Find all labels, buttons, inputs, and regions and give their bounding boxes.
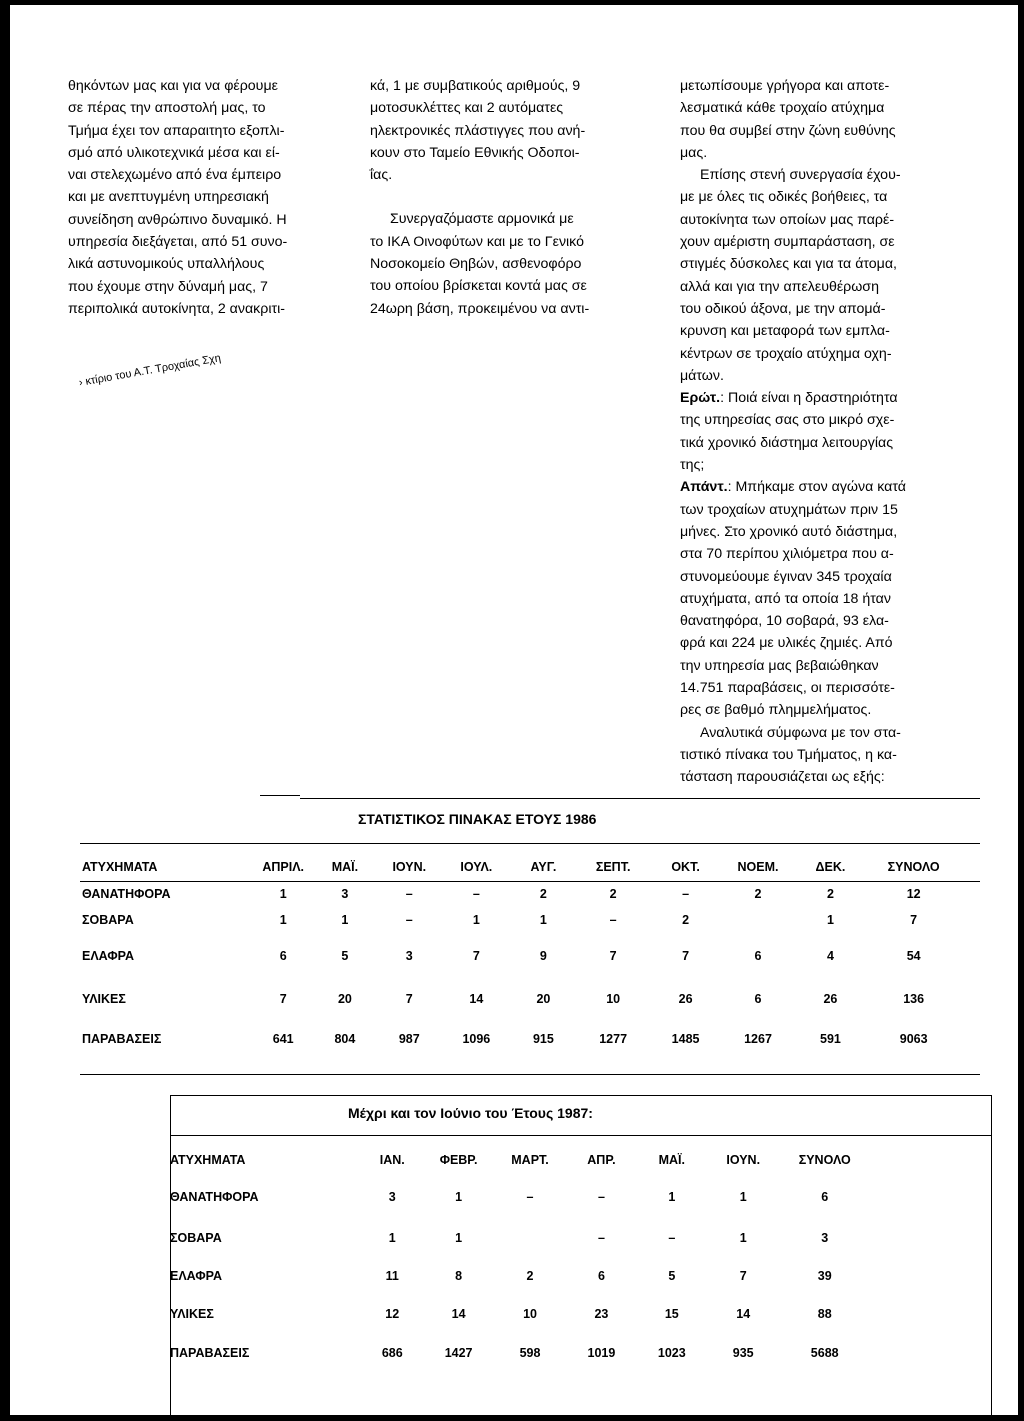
table1-header-cell: ΟΚΤ. xyxy=(671,860,700,874)
data-cell: 12 xyxy=(906,887,921,901)
table1-header-cell: ΙΟΥΝ. xyxy=(392,860,427,874)
data-cell: 2 xyxy=(826,887,834,901)
answer-line: φρά και 224 με υλικές ζημιές. Από xyxy=(680,635,893,652)
data-cell: 3 xyxy=(405,949,413,963)
table1-header-cell: ΣΥΝΟΛΟ xyxy=(887,860,940,874)
text-line: περιπολικά αυτοκίνητα, 2 ανακριτι- xyxy=(68,300,285,317)
data-cell: 686 xyxy=(381,1346,403,1360)
text-line: τάσταση παρουσιάζεται ως εξής: xyxy=(680,769,885,786)
question-line: τικά χρονικό διάστημα λειτουργίας xyxy=(680,434,894,451)
answer-line: θανατηφόρα, 10 σοβαρά, 93 ελα- xyxy=(680,613,889,630)
data-cell: 5 xyxy=(668,1269,676,1283)
data-cell: 136 xyxy=(903,992,925,1006)
text-line: αλλά και για την απελευθέρωση xyxy=(680,278,879,295)
data-cell: 7 xyxy=(609,949,617,963)
data-cell: 26 xyxy=(823,992,838,1006)
data-cell: 10 xyxy=(606,992,621,1006)
data-cell: – xyxy=(405,913,413,927)
table2-header-row xyxy=(170,1145,870,1175)
data-cell: 987 xyxy=(398,1032,420,1046)
data-cell: 1 xyxy=(388,1231,396,1245)
answer-line: : Μπήκαμε στον αγώνα κατά xyxy=(727,479,906,496)
table1-header-row xyxy=(82,853,962,881)
row-label: ΥΛΙΚΕΣ xyxy=(170,1307,214,1321)
row-label: ΥΛΙΚΕΣ xyxy=(82,992,126,1006)
data-cell: – xyxy=(597,1190,605,1204)
data-cell: 1 xyxy=(668,1190,676,1204)
data-cell: 6 xyxy=(754,949,762,963)
table2-header-cell: ΙΟΥΝ. xyxy=(726,1153,761,1167)
answer-line: την υπηρεσία μας βεβαιώθηκαν xyxy=(680,657,879,674)
data-cell: 5688 xyxy=(810,1346,839,1360)
data-cell: – xyxy=(472,887,480,901)
data-cell: 10 xyxy=(523,1307,537,1321)
data-cell: 3 xyxy=(388,1190,396,1204)
row-label: ΕΛΑΦΡΑ xyxy=(170,1269,223,1283)
data-cell: – xyxy=(609,913,617,927)
table2-header-cell: ΜΑΪ. xyxy=(658,1153,685,1167)
table1-header-cell: ΜΑΪ. xyxy=(331,860,359,874)
table1-rule xyxy=(80,843,980,844)
data-cell xyxy=(720,907,795,933)
table2-title: Μέχρι και τον Ιούνιο του Έτους 1987: xyxy=(348,1105,593,1121)
table1-rule xyxy=(80,1074,980,1075)
row-label: ΣΟΒΑΡΑ xyxy=(170,1231,222,1245)
text-line: υπηρεσία διεξάγεται, από 51 συνο- xyxy=(68,234,288,251)
answer-line: 14.751 παραβάσεις, οι περισσότε- xyxy=(680,680,895,697)
text-line: μάτων. xyxy=(680,367,724,384)
data-cell: 3 xyxy=(341,887,349,901)
text-line: λεσματικά κάθε τροχαίο ατύχημα xyxy=(680,100,885,117)
row-label: ΘΑΝΑΤΗΦΟΡΑ xyxy=(82,887,171,901)
text-line: που έχουμε στην δύναμή μας, 7 xyxy=(68,278,268,295)
data-cell: 6 xyxy=(597,1269,605,1283)
text-line: του οδικού άξονα, με την απομά- xyxy=(680,300,886,317)
table2-header-cell: ΑΤΥΧΗΜΑΤΑ xyxy=(170,1153,246,1167)
table-row xyxy=(170,1175,870,1219)
answer-label: Απάντ. xyxy=(680,479,728,496)
text-line: με με όλες τις οδικές βοήθειες, τα xyxy=(680,189,888,206)
data-cell: 2 xyxy=(526,1269,534,1283)
table1-header-cell: ΙΟΥΛ. xyxy=(460,860,493,874)
data-cell: 1 xyxy=(826,913,834,927)
data-cell: 39 xyxy=(817,1269,832,1283)
table1-grid xyxy=(82,853,962,1059)
data-cell: 2 xyxy=(754,887,762,901)
answer-line: στυνομεύουμε έγιναν 345 τροχαία xyxy=(680,568,892,585)
data-cell: – xyxy=(526,1190,534,1204)
answer-line: μήνες. Στο χρονικό αυτό διάστημα, xyxy=(680,523,898,540)
data-cell: 23 xyxy=(594,1307,609,1321)
data-cell: 4 xyxy=(826,949,834,963)
text-column-2 xyxy=(370,75,670,320)
question-line: : Ποιά είναι η δραστηριότητα xyxy=(720,390,898,407)
text-line: του οποίου βρίσκεται κοντά μας σε xyxy=(370,278,587,295)
text-line: λικά αστυνομικούς υπαλλήλους xyxy=(68,256,265,273)
data-cell: 1 xyxy=(739,1190,747,1204)
text-line: κά, 1 με συμβατικούς αριθμούς, 9 xyxy=(370,78,581,94)
data-cell: 54 xyxy=(906,949,921,963)
text-line: Συνεργαζόμαστε αρμονικά με xyxy=(390,211,574,228)
data-cell: – xyxy=(405,887,413,901)
data-cell: 88 xyxy=(817,1307,832,1321)
data-cell: – xyxy=(668,1231,676,1245)
table2-header-cell: ΜΑΡΤ. xyxy=(511,1153,549,1167)
data-cell: 7 xyxy=(910,913,918,927)
table1-header-cell: ΑΥΓ. xyxy=(530,860,557,874)
table2-header-cell: ΦΕΒΡ. xyxy=(439,1153,478,1167)
photo-caption: › κτίριο του Α.Τ. Τροχαίας Σχη xyxy=(77,352,222,389)
question-block xyxy=(680,387,980,476)
data-cell: 1267 xyxy=(744,1032,772,1046)
row-label: ΠΑΡΑΒΑΣΕΙΣ xyxy=(82,1032,162,1046)
divider-line xyxy=(300,798,980,799)
paragraph-equipment xyxy=(370,75,670,186)
table-row xyxy=(170,1333,870,1373)
data-cell: 14 xyxy=(469,992,484,1006)
text-line: Επίσης στενή συνεργασία έχου- xyxy=(700,167,901,184)
data-cell: 1 xyxy=(539,913,547,927)
table1-header-cell: ΣΕΠΤ. xyxy=(595,860,631,874)
data-cell: 1 xyxy=(472,913,480,927)
table-row xyxy=(82,907,962,933)
data-cell: 14 xyxy=(451,1307,466,1321)
table-row xyxy=(82,979,962,1019)
data-cell: 20 xyxy=(536,992,551,1006)
text-line: το ΙΚΑ Οινοφύτων και με το Γενικό xyxy=(370,233,584,250)
data-cell: 7 xyxy=(739,1269,747,1283)
data-cell: 1096 xyxy=(462,1032,491,1046)
row-label: ΘΑΝΑΤΗΦΟΡΑ xyxy=(170,1190,259,1204)
data-cell: 1427 xyxy=(444,1346,473,1360)
data-cell: 2 xyxy=(539,887,547,901)
paragraph-response xyxy=(680,75,980,164)
data-cell: 8 xyxy=(455,1269,463,1283)
data-cell: 11 xyxy=(385,1269,399,1283)
data-cell: 1023 xyxy=(657,1346,686,1360)
data-cell: 1 xyxy=(455,1190,463,1204)
table-row xyxy=(82,933,962,979)
table1-header-cell: ΝΟΕΜ. xyxy=(737,860,779,874)
data-cell: 26 xyxy=(678,992,693,1006)
data-cell: 1485 xyxy=(671,1032,700,1046)
data-cell: 6 xyxy=(279,949,287,963)
data-cell: 598 xyxy=(519,1346,541,1360)
data-cell: 2 xyxy=(609,887,617,901)
data-cell: 591 xyxy=(820,1032,841,1046)
text-line: θηκόντων μας και για να φέρουμε xyxy=(68,78,278,94)
data-cell: 935 xyxy=(732,1346,754,1360)
row-label: ΣΟΒΑΡΑ xyxy=(82,913,134,927)
row-label: ΕΛΑΦΡΑ xyxy=(82,949,135,963)
data-cell: 1019 xyxy=(587,1346,616,1360)
text-line: που θα συμβεί στην ζώνη ευθύνης xyxy=(680,122,896,139)
text-line: σμό από υλικοτεχνικά μέσα και εί- xyxy=(68,144,280,161)
data-cell: 3 xyxy=(821,1231,829,1245)
text-line: ηλεκτρονικές πλάστιγγες που ανή- xyxy=(370,122,586,139)
answer-line: ρες σε βαθμό πλημμελήματος. xyxy=(680,702,872,719)
divider-line xyxy=(260,795,300,796)
data-cell: 6 xyxy=(821,1190,829,1204)
data-cell: – xyxy=(682,887,690,901)
question-label: Ερώτ. xyxy=(680,390,721,407)
text-line: κουν στο Ταμείο Εθνικής Οδοποι- xyxy=(370,144,580,161)
text-line: σε πέρας την αποστολή μας, το xyxy=(68,100,266,117)
answer-line: ατυχήματα, από τα οποία 18 ήταν xyxy=(680,590,891,607)
data-cell: 7 xyxy=(472,949,480,963)
data-cell: 20 xyxy=(337,992,352,1006)
table2-header-cell: ΣΥΝΟΛΟ xyxy=(798,1153,851,1167)
data-cell: 1 xyxy=(455,1231,463,1245)
data-cell: 7 xyxy=(279,992,287,1006)
table-row xyxy=(82,1019,962,1059)
data-cell: 2 xyxy=(682,913,690,927)
answer-line: στα 70 περίπου χιλιόμετρα που α- xyxy=(680,546,894,563)
data-cell xyxy=(494,1219,566,1257)
data-cell: 1277 xyxy=(599,1032,628,1046)
data-cell: 15 xyxy=(664,1307,679,1321)
text-line: μετωπίσουμε γρήγορα και αποτε- xyxy=(680,78,890,94)
data-cell: 1 xyxy=(739,1231,747,1245)
text-line: ΐας. xyxy=(370,167,393,184)
data-cell: – xyxy=(597,1231,605,1245)
data-cell: 7 xyxy=(682,949,690,963)
table-row xyxy=(170,1257,870,1295)
text-column-1 xyxy=(68,75,368,320)
text-line: συνείδηση ανθρώπινο δυναμικό. Η xyxy=(68,211,287,228)
text-line: τιστικό πίνακα του Τμήματος, η κα- xyxy=(680,746,897,763)
text-line: κέντρων σε τροχαίο ατύχημα οχη- xyxy=(680,345,892,362)
table-row xyxy=(82,881,962,907)
table2-rule xyxy=(171,1135,991,1136)
paragraph-road-assistance xyxy=(680,164,980,387)
row-label: ΠΑΡΑΒΑΣΕΙΣ xyxy=(170,1346,250,1360)
text-line: μοτοσυκλέττες και 2 αυτόματες xyxy=(370,100,564,117)
data-cell: 1 xyxy=(341,913,349,927)
document-page xyxy=(10,5,1018,1415)
text-line: και με ανεπτυγμένη υπηρεσιακή xyxy=(68,189,269,206)
text-line: κρυνση και μεταφορά των εμπλα- xyxy=(680,323,890,340)
text-column-3 xyxy=(680,75,980,789)
text-line: χουν αμέριστη συμπαράσταση, σε xyxy=(680,234,895,251)
paragraph-summary xyxy=(680,722,980,789)
text-line: ναι στελεχωμένο από ένα έμπειρο xyxy=(68,167,282,184)
paragraph-cooperation xyxy=(370,208,670,319)
data-cell: 7 xyxy=(405,992,413,1006)
text-line: αυτοκίνητα των οποίων μας παρέ- xyxy=(680,211,895,228)
data-cell: 1 xyxy=(279,913,287,927)
table2-header-cell: ΙΑΝ. xyxy=(379,1153,405,1167)
data-cell: 804 xyxy=(334,1032,356,1046)
text-line: 24ωρη βάση, προκειμένου να αντι- xyxy=(370,300,590,317)
data-cell: 5 xyxy=(341,949,349,963)
text-line: Αναλυτικά σύμφωνα με τον στα- xyxy=(700,724,901,741)
data-cell: 6 xyxy=(754,992,762,1006)
table1-header-cell: ΑΠΡΙΛ. xyxy=(262,860,305,874)
answer-block xyxy=(680,476,980,721)
data-cell: 12 xyxy=(385,1307,400,1321)
table-row xyxy=(170,1219,870,1257)
text-line: Νοσοκομείο Θηβών, ασθενοφόρο xyxy=(370,256,582,273)
data-cell: 14 xyxy=(736,1307,751,1321)
text-line: Τμήμα έχει τον απαραιτητο εξοπλι- xyxy=(68,122,285,139)
question-line: της υπηρεσίας σας στο μικρό σχε- xyxy=(680,412,895,429)
data-cell: 9 xyxy=(539,949,547,963)
table1-header-cell: ΔΕΚ. xyxy=(815,860,846,874)
question-line: της; xyxy=(680,457,705,474)
text-line: στιγμές δύσκολες και για τα άτομα, xyxy=(680,256,898,273)
answer-line: των τροχαίων ατυχημάτων πριν 15 xyxy=(680,501,898,518)
table1-header-cell: ΑΤΥΧΗΜΑΤΑ xyxy=(82,860,158,874)
text-line: μας. xyxy=(680,144,708,161)
table2-header-cell: ΑΠΡ. xyxy=(587,1153,616,1167)
data-cell: 9063 xyxy=(899,1032,928,1046)
data-cell: 1 xyxy=(279,887,287,901)
data-cell: 641 xyxy=(272,1032,294,1046)
table1-title: ΣΤΑΤΙΣΤΙΚΟΣ ΠΙΝΑΚΑΣ ΕΤΟΥΣ 1986 xyxy=(358,811,597,827)
table-row xyxy=(170,1295,870,1333)
data-cell: 915 xyxy=(532,1032,554,1046)
table2-grid xyxy=(170,1145,870,1373)
